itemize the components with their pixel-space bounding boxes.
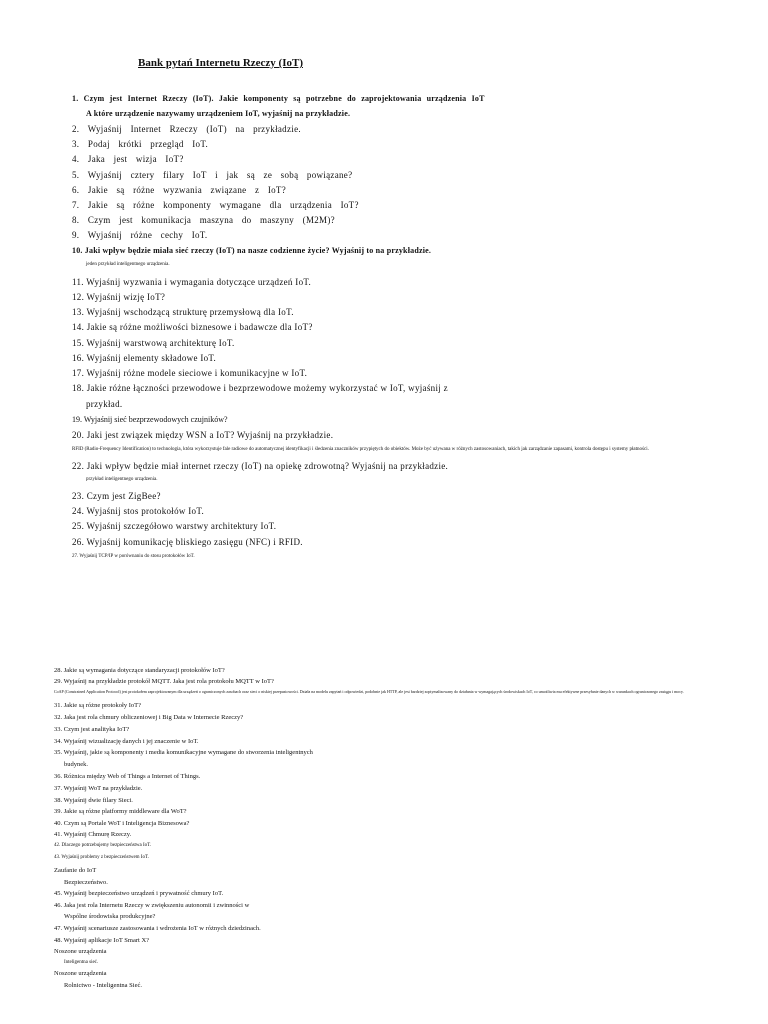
- wearables-2: Noszone urządzenia: [54, 970, 107, 977]
- security-sub: Bezpieczeństwo.: [64, 879, 108, 886]
- q14: 14. Jakie są różne możliwości biznesowe i badawcze dla IoT?: [72, 322, 313, 332]
- q38: 38. Wyjaśnij dwie filary Sieci.: [54, 797, 133, 804]
- q2: 2. Wyjaśnij Internet Rzeczy (IoT) na przykładzie.: [72, 124, 301, 134]
- q46-line2: Wspólne środowiska produkcyjne?: [64, 913, 156, 920]
- q47: 47. Wyjaśnij scenariusze zastosowania i wdrożenia IoT w różnych dziedzinach.: [54, 925, 261, 932]
- q10-cont: jeden przykład inteligentnego urządzenia.: [86, 262, 170, 267]
- q35-line2: budynek.: [64, 761, 89, 768]
- q11: 11. Wyjaśnij wyzwania i wymagania dotyczące urządzeń IoT.: [72, 277, 312, 287]
- q5: 5. Wyjaśnij cztery filary IoT i jak są ze sobą powiązane?: [72, 170, 353, 180]
- q35-line1: 35. Wyjaśnij, jakie są komponenty i media komunikacyjne wymagane do stworzenia inteligentnych: [54, 749, 313, 756]
- coap-note: CoAP (Constrained Application Protocol) jest protokołem zaprojektowanym dla urządzeń o ograniczonych zasobach oraz sieci o niskiej przepustowości. Działa na modelu zapytań i odpowiedzi, podobnie jak HTTP, ale jest bardziej zoptymalizowany do działania w wymagających środowiskach IoT, co umożliwia mu efektywne przesyłanie danych w warunkach ograniczonego zasięgu i mocy.: [54, 689, 684, 694]
- q24: 24. Wyjaśnij stos protokołów IoT.: [72, 506, 205, 516]
- q22-cont: przykład inteligentnego urządzenia.: [86, 477, 158, 482]
- page-title: Bank pytań Internetu Rzeczy (IoT): [138, 57, 303, 69]
- q46-line1: 46. Jaka jest rola Internetu Rzeczy w zwiększeniu autonomii i zwinności w: [54, 902, 250, 909]
- q20: 20. Jaki jest związek między WSN a IoT? Wyjaśnij na przykładzie.: [72, 430, 334, 440]
- q1-line1: 1. Czym jest Internet Rzeczy (IoT). Jakie komponenty są potrzebne do zaprojektowania urządzenia IoT: [72, 94, 485, 103]
- smart-grid: Inteligentna sieć.: [64, 960, 99, 965]
- q19: 19. Wyjaśnij sieć bezprzewodowych czujników?: [72, 415, 228, 424]
- rfid-note: RFID (Radio-Frequency Identification) to technologia, która wykorzystuje fale radiowe do automatycznej identyfikacji i śledzenia znaczników przypiętych do obiektów. Może być używana w różnych zastosowaniach, takich jak zarządzanie zapasami, kontrola dostępu i systemy płatności.: [72, 447, 649, 452]
- q10: 10. Jaki wpływ będzie miała sieć rzeczy (IoT) na nasze codzienne życie? Wyjaśnij to na przykładzie.: [72, 246, 432, 255]
- q4: 4. Jaka jest wizja IoT?: [72, 154, 184, 164]
- q8: 8. Czym jest komunikacja maszyna do maszyny (M2M)?: [72, 215, 335, 225]
- q28: 28. Jakie są wymagania dotyczące standaryzacji protokołów IoT?: [54, 667, 225, 674]
- q26: 26. Wyjaśnij komunikację bliskiego zasięgu (NFC) i RFID.: [72, 537, 303, 547]
- q16: 16. Wyjaśnij elementy składowe IoT.: [72, 353, 217, 363]
- q43: 43. Wyjaśnij problemy z bezpieczeństwem IoT.: [54, 855, 149, 860]
- q9: 9. Wyjaśnij różne cechy IoT.: [72, 230, 208, 240]
- q37: 37. Wyjaśnij WoT na przykładzie.: [54, 785, 143, 792]
- q25: 25. Wyjaśnij szczegółowo warstwy architektury IoT.: [72, 521, 277, 531]
- q6: 6. Jakie są różne wyzwania związane z IoT?: [72, 185, 287, 195]
- q17: 17. Wyjaśnij różne modele sieciowe i komunikacyjne w IoT.: [72, 368, 308, 378]
- q48: 48. Wyjaśnij aplikacje IoT Smart X?: [54, 937, 150, 944]
- q36: 36. Różnica między Web of Things a Internet of Things.: [54, 773, 201, 780]
- q18-line1: 18. Jakie różne łączności przewodowe i bezprzewodowe możemy wykorzystać w IoT, wyjaśnij z: [72, 383, 448, 393]
- q27: 27. Wyjaśnij TCP/IP w porównaniu do stosu protokołów IoT.: [72, 554, 195, 559]
- q23: 23. Czym jest ZigBee?: [72, 491, 161, 501]
- q32: 32. Jaka jest rola chmury obliczeniowej i Big Data w Internecie Rzeczy?: [54, 714, 244, 721]
- q42: 42. Dlaczego potrzebujemy bezpieczeństwa IoT.: [54, 843, 152, 848]
- q31: 31. Jakie są różne protokoły IoT?: [54, 702, 142, 709]
- q33: 33. Czym jest analityka IoT?: [54, 726, 130, 733]
- q34: 34. Wyjaśnij wizualizację danych i jej znaczenie w IoT.: [54, 738, 199, 745]
- q45: 45. Wyjaśnij bezpieczeństwo urządzeń i prywatność chmury IoT.: [54, 890, 224, 897]
- q41: 41. Wyjaśnij Chmurę Rzeczy.: [54, 831, 132, 838]
- q39: 39. Jakie są różne platformy middleware dla WoT?: [54, 808, 187, 815]
- q12: 12. Wyjaśnij wizję IoT?: [72, 292, 166, 302]
- q15: 15. Wyjaśnij warstwową architekturę IoT.: [72, 338, 235, 348]
- trust-heading: Zaufanie do IoT: [54, 867, 97, 874]
- q13: 13. Wyjaśnij wschodzącą strukturę przemysłową dla IoT.: [72, 307, 294, 317]
- q3: 3. Podaj krótki przegląd IoT.: [72, 139, 209, 149]
- wearables-1: Noszone urządzenia: [54, 948, 107, 955]
- agriculture: Rolnictwo - Inteligentna Sieć.: [64, 982, 142, 989]
- q1-line2: A które urządzenie nazywamy urządzeniem IoT, wyjaśnij na przykładzie.: [86, 109, 351, 118]
- q29: 29. Wyjaśnij na przykładzie protokół MQTT. Jaka jest rola protokołu MQTT w IoT?: [54, 678, 274, 685]
- q7: 7. Jakie są różne komponenty wymagane dla urządzenia IoT?: [72, 200, 359, 210]
- q22: 22. Jaki wpływ będzie miał internet rzeczy (IoT) na opiekę zdrowotną? Wyjaśnij na przykładzie.: [72, 461, 449, 471]
- q40: 40. Czym są Portale WoT i Inteligencja Biznesowa?: [54, 820, 190, 827]
- q18-line2: przykład.: [86, 399, 123, 409]
